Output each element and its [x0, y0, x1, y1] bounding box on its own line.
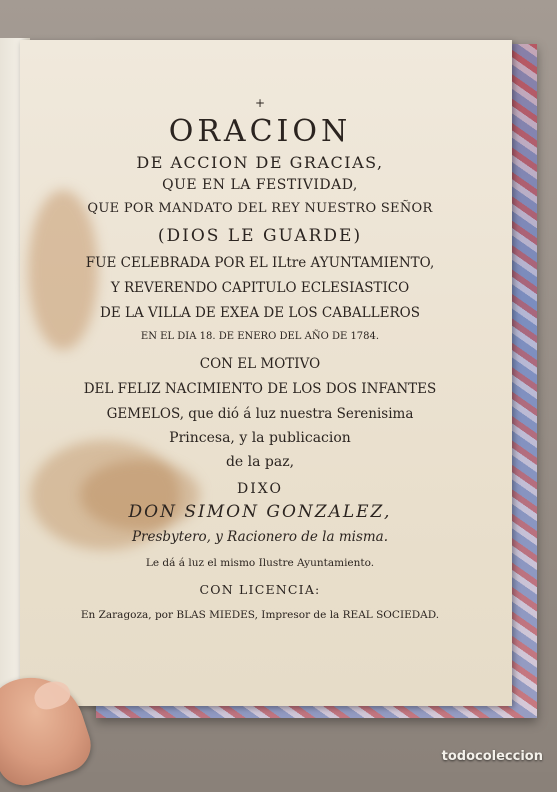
- text-line: Princesa, y la publicacion: [169, 430, 351, 446]
- text-line: DIXO: [237, 481, 283, 497]
- text-line: Y REVERENDO CAPITULO ECLESIASTICO: [110, 280, 410, 296]
- text-line: DEL FELIZ NACIMIENTO DE LOS DOS INFANTES: [83, 381, 437, 397]
- text-line: DE LA VILLA DE EXEA DE LOS CABALLEROS: [100, 305, 420, 321]
- imprint-line: En Zaragoza, por BLAS MIEDES, Impresor de la REAL SOCIEDAD.: [80, 609, 440, 621]
- watermark-logo: todocoleccion: [441, 749, 543, 764]
- title-page: [20, 40, 512, 706]
- text-line: Le dá á luz el mismo Ilustre Ayuntamiento.: [145, 557, 375, 569]
- text-line: DE ACCION DE GRACIAS,: [136, 153, 384, 172]
- text-line: FUE CELEBRADA POR EL ILtre AYUNTAMIENTO,: [85, 255, 435, 271]
- author-line: DON SIMON GONZALEZ,: [128, 502, 392, 522]
- text-line: de la paz,: [225, 454, 295, 470]
- text-line: GEMELOS, que dió á luz nuestra Serenisima: [106, 406, 414, 422]
- text-line: CON LICENCIA:: [199, 582, 321, 597]
- text-line: CON EL MOTIVO: [199, 356, 321, 372]
- text-line: (DIOS LE GUARDE): [157, 226, 363, 246]
- text-line: EN EL DIA 18. DE ENERO DEL AÑO DE 1784.: [140, 331, 380, 342]
- page-title: ORACION: [168, 114, 352, 149]
- text-line: Presbytero, y Racionero de la misma.: [131, 529, 389, 545]
- text-line: QUE EN LA FESTIVIDAD,: [162, 177, 358, 193]
- text-line: QUE POR MANDATO DEL REY NUESTRO SEÑOR: [87, 201, 433, 216]
- ornament: +: [254, 96, 266, 110]
